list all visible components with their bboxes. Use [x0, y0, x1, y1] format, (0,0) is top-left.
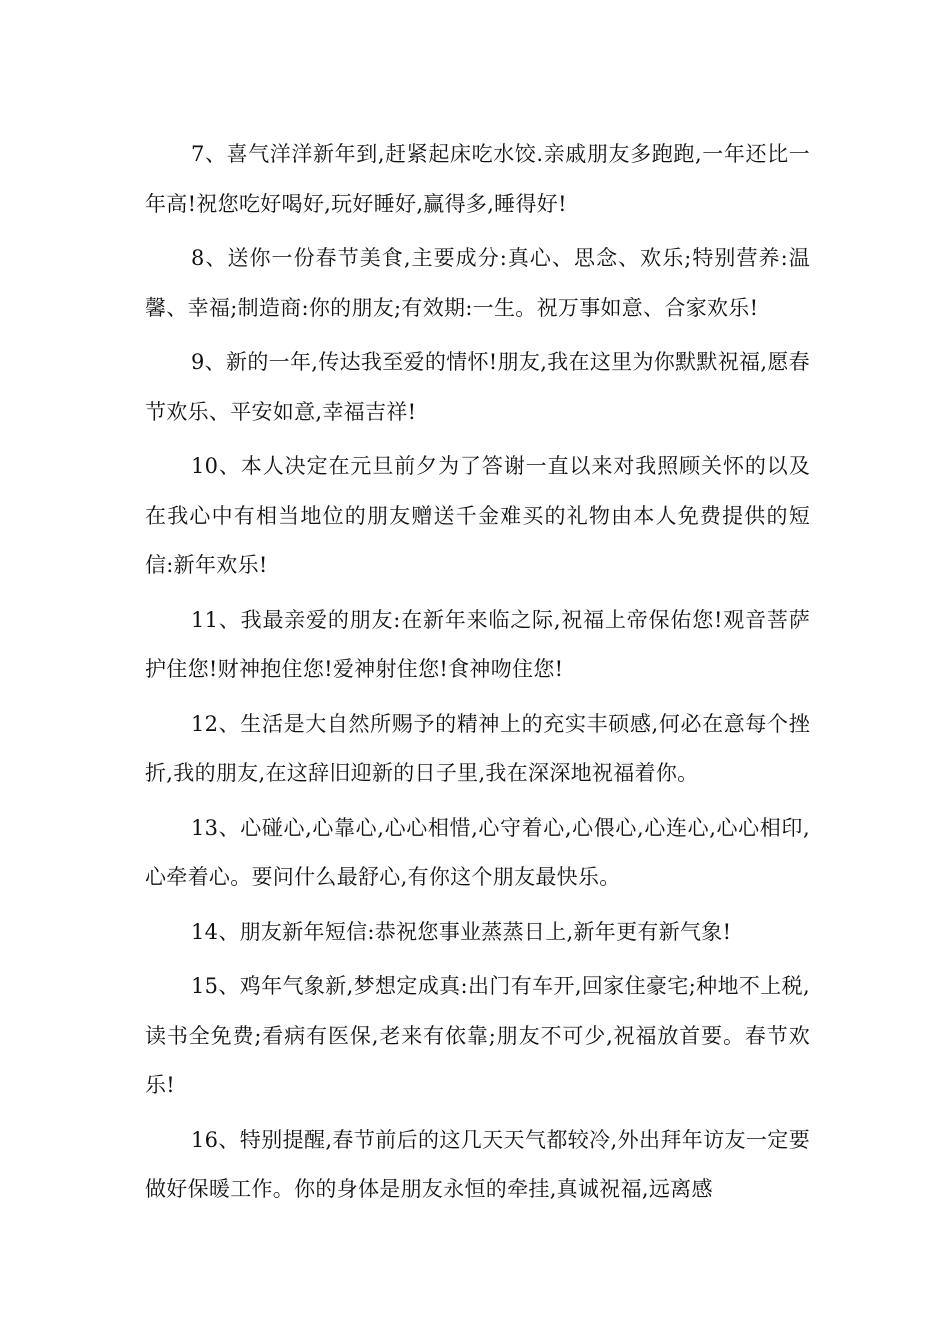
paragraph-10: 10、本人决定在元旦前夕为了答谢一直以来对我照顾关怀的以及在我心中有相当地位的朋友赠送千金难买的礼物由本人免费提供的短信:新年欢乐! [145, 454, 810, 577]
document-body [145, 130, 810, 1220]
paragraph-16: 16、特别提醒,春节前后的这几天天气都较冷,外出拜年访友一定要做好保暖工作。你的身体是朋友永恒的牵挂,真诚祝福,远离感 [145, 1127, 810, 1201]
paragraph-14: 14、朋友新年短信:恭祝您事业蒸蒸日上,新年更有新气象! [191, 919, 732, 944]
paragraph-8: 8、送你一份春节美食,主要成分:真心、思念、欢乐;特别营养:温馨、幸福;制造商:你的朋友;有效期:一生。祝万事如意、合家欢乐! [145, 246, 810, 320]
paragraph-15: 15、鸡年气象新,梦想定成真:出门有车开,回家住豪宅;种地不上税,读书全免费;看病有医保,老来有依靠;朋友不可少,祝福放首要。春节欢乐! [145, 974, 810, 1097]
paragraph-7: 7、喜气洋洋新年到,赶紧起床吃水饺.亲戚朋友多跑跑,一年还比一年高!祝您吃好喝好,玩好睡好,赢得多,睡得好! [145, 142, 810, 216]
paragraph-12: 12、生活是大自然所赐予的精神上的充实丰硕感,何必在意每个挫折,我的朋友,在这辞旧迎新的日子里,我在深深地祝福着你。 [145, 711, 810, 785]
paragraph-11: 11、我最亲爱的朋友:在新年来临之际,祝福上帝保佑您!观音菩萨护住您!财神抱住您!爱神射住您!食神吻住您! [145, 607, 810, 681]
paragraph-9: 9、新的一年,传达我至爱的情怀!朋友,我在这里为你默默祝福,愿春节欢乐、平安如意,幸福吉祥! [145, 350, 810, 424]
paragraph-13: 13、心碰心,心靠心,心心相惜,心守着心,心偎心,心连心,心心相印,心牵着心。要问什么最舒心,有你这个朋友最快乐。 [145, 815, 810, 889]
